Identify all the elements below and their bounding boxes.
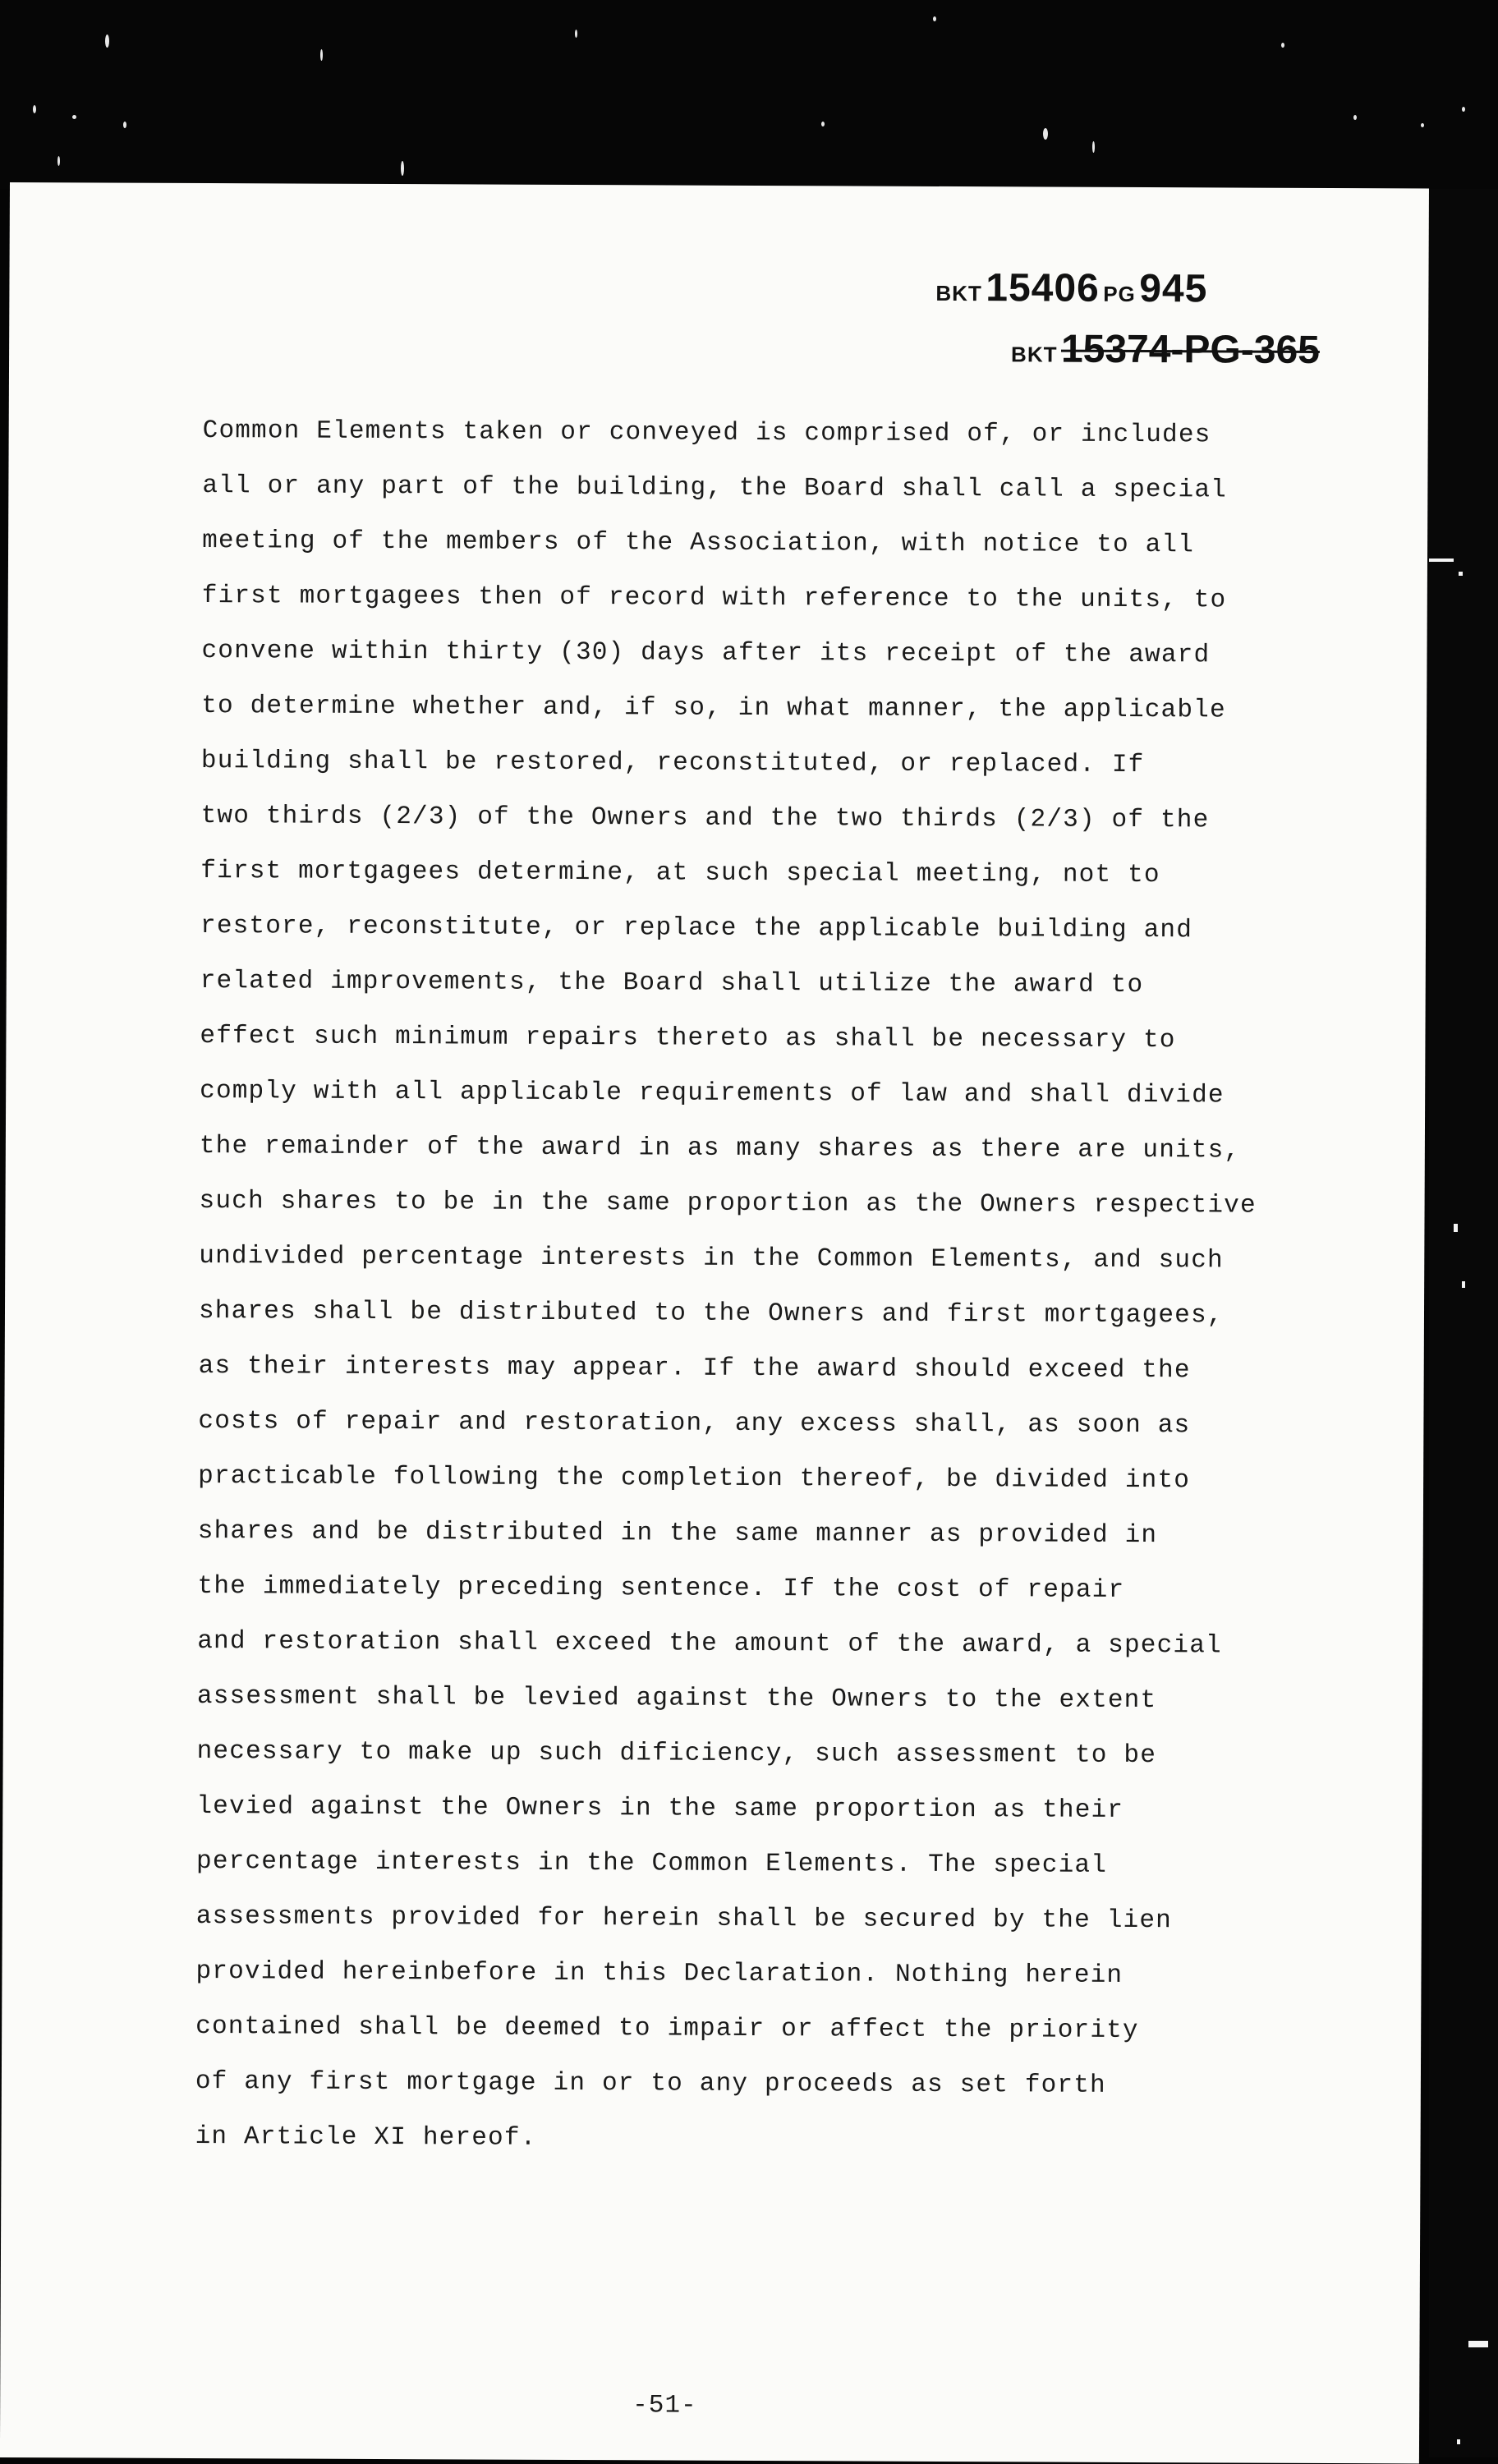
text-line: two thirds (2/3) of the Owners and the two thirds (2/3) of the: [200, 802, 1210, 835]
scan-edge-mark: [1468, 2341, 1488, 2347]
scan-speck: [933, 16, 936, 21]
text-line: first mortgagees determine, at such special meeting, not to: [200, 857, 1160, 890]
text-line: levied against the Owners in the same proportion as their: [196, 1792, 1124, 1825]
text-line: related improvements, the Board shall utilize the award to: [200, 967, 1144, 1000]
scan-dark-border-right: [1429, 189, 1498, 2457]
text-line: comply with all applicable requirements of law and shall divide: [200, 1077, 1225, 1110]
text-line: shares shall be distributed to the Owners and first mortgagees,: [198, 1297, 1224, 1331]
scan-edge-mark: [1454, 1224, 1458, 1232]
scan-edge-mark: [1459, 572, 1463, 576]
text-line: shares and be distributed in the same manner as provided in: [197, 1517, 1158, 1551]
text-line: the immediately preceding sentence. If the cost of repair: [197, 1572, 1125, 1605]
scan-dark-border-top: [0, 0, 1498, 189]
old-book-page-reference: [1011, 326, 1320, 373]
text-line: percentage interests in the Common Elements. The special: [196, 1847, 1108, 1880]
scan-speck: [123, 122, 126, 128]
text-line: convene within thirty (30) days after its receipt of the award: [201, 637, 1211, 670]
scan-speck: [57, 156, 60, 166]
scan-edge-mark: [1457, 2439, 1460, 2444]
old-book-reference-struck: 15374-PG-365: [1060, 327, 1321, 372]
scan-speck: [105, 34, 109, 48]
text-line: contained shall be deemed to impair or affect the priority: [195, 2012, 1139, 2046]
text-line: costs of repair and restoration, any excess shall, as soon as: [198, 1407, 1191, 1441]
page-reference: 945: [1139, 267, 1208, 311]
text-line: necessary to make up such dificiency, such assessment to be: [196, 1737, 1157, 1771]
scan-speck: [1281, 43, 1284, 48]
scan-speck: [401, 161, 404, 176]
text-line: to determine whether and, if so, in what manner, the applicable: [201, 692, 1226, 725]
scan-speck: [72, 115, 76, 119]
text-line: all or any part of the building, the Board shall call a special: [202, 471, 1228, 505]
text-line: as their interests may appear. If the award should exceed the: [198, 1352, 1191, 1386]
page-number: -51-: [632, 2391, 697, 2420]
text-line: and restoration shall exceed the amount of the award, a special: [197, 1627, 1222, 1661]
old-book-prefix: BKT: [1011, 342, 1058, 367]
text-line: in Article XI hereof.: [195, 2122, 537, 2153]
scan-speck: [1092, 141, 1095, 153]
book-page-reference: [935, 265, 1207, 311]
document-page: [0, 182, 1429, 2464]
page-prefix: PG: [1103, 281, 1136, 306]
text-line: the remainder of the award in as many shares as there are units,: [199, 1132, 1241, 1165]
scan-speck: [1043, 128, 1048, 140]
text-line: practicable following the completion thereof, be divided into: [198, 1462, 1191, 1496]
text-line: building shall be restored, reconstituted, or replaced. If: [200, 747, 1145, 780]
text-line: undivided percentage interests in the Common Elements, and such: [199, 1242, 1224, 1276]
text-line: effect such minimum repairs thereto as shall be necessary to: [200, 1022, 1176, 1055]
text-line: restore, reconstitute, or replace the applicable building and: [200, 912, 1193, 945]
scan-speck: [821, 122, 825, 126]
text-line: Common Elements taken or conveyed is comprised of, or includes: [202, 416, 1211, 450]
scan-speck: [33, 105, 36, 113]
text-line: provided hereinbefore in this Declaration. Nothing herein: [195, 1957, 1124, 1990]
scan-speck: [1462, 107, 1465, 112]
body-paragraph: [195, 403, 1294, 2169]
scan-speck: [575, 30, 577, 38]
book-prefix: BKT: [935, 280, 982, 306]
scan-speck: [320, 49, 323, 61]
scan-speck: [1421, 123, 1424, 127]
scan-speck: [1353, 115, 1357, 120]
text-line: such shares to be in the same proportion as the Owners respective: [199, 1187, 1257, 1221]
text-line: meeting of the members of the Association, with notice to all: [202, 526, 1195, 560]
scan-edge-mark: [1429, 559, 1454, 562]
scan-edge-mark: [1462, 1281, 1465, 1288]
text-line: of any first mortgage in or to any proceeds as set forth: [195, 2067, 1106, 2100]
text-line: assessment shall be levied against the Owners to the extent: [196, 1682, 1157, 1716]
text-line: first mortgagees then of record with reference to the units, to: [201, 582, 1227, 615]
book-number: 15406: [986, 266, 1100, 310]
text-line: assessments provided for herein shall be secured by the lien: [195, 1902, 1173, 1936]
